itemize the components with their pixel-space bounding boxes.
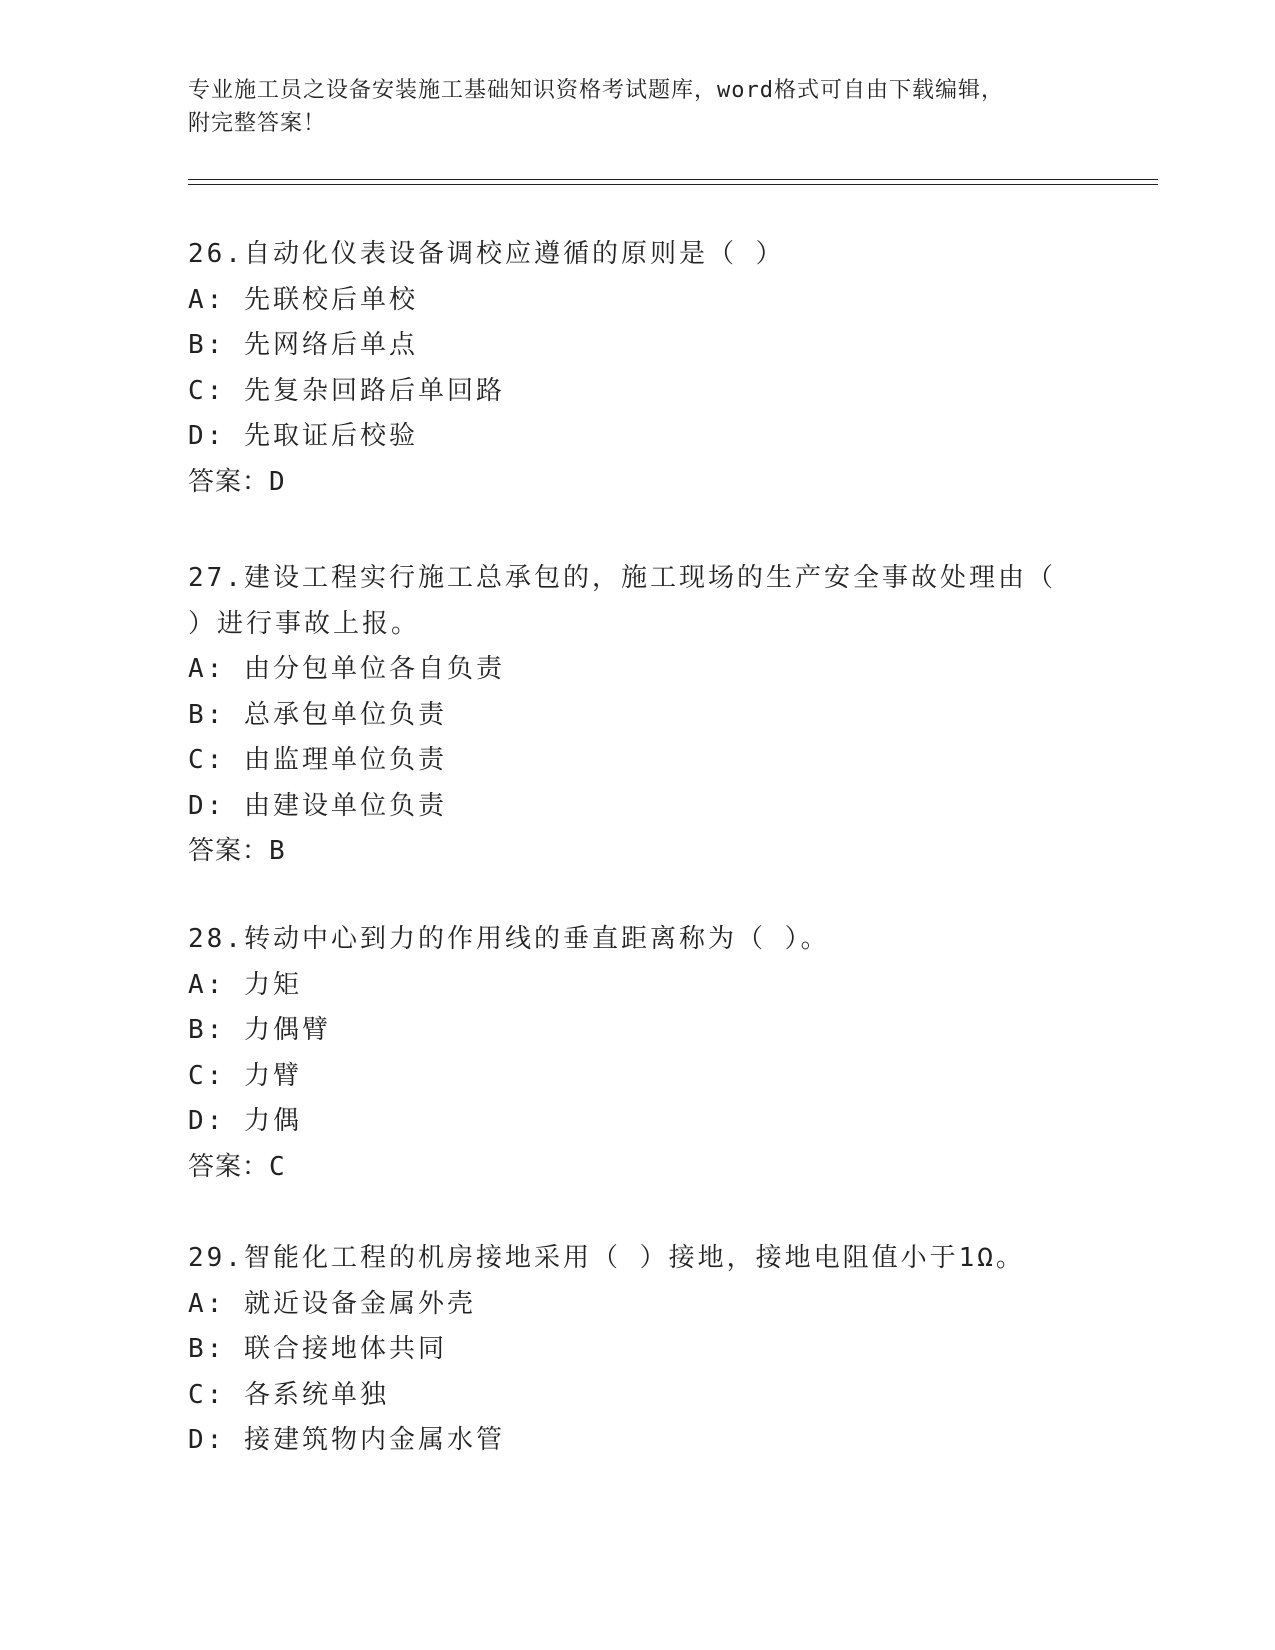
option-b: B: 力偶臂	[188, 1015, 331, 1045]
option-b: B: 总承包单位负责	[188, 699, 447, 730]
option-a: A: 先联校后单校	[188, 284, 418, 315]
option-c: C: 由监理单位负责	[188, 745, 447, 775]
option-c: C: 先复杂回路后单回路	[188, 375, 505, 406]
option-b: B: 先网络后单点	[188, 330, 418, 360]
header-divider-top	[188, 179, 1158, 180]
option-c: C: 力臂	[188, 1060, 302, 1091]
answer-label: 答案：B	[188, 836, 286, 866]
header-line-2: 附完整答案！	[188, 111, 327, 136]
option-b: B: 联合接地体共同	[188, 1334, 447, 1364]
option-d: D: 力偶	[188, 1106, 302, 1136]
question-26	[188, 232, 1088, 505]
header-line-1: 专业施工员之设备安装施工基础知识资格考试题库，word格式可自由下载编辑，	[188, 78, 1004, 103]
option-a: A: 就近设备金属外壳	[188, 1288, 476, 1319]
option-a: A: 力矩	[188, 969, 302, 1000]
document-header	[188, 74, 1088, 140]
answer-label: 答案：D	[188, 466, 286, 497]
question-text: 26.自动化仪表设备调校应遵循的原则是（ ）	[188, 239, 785, 269]
option-c: C: 各系统单独	[188, 1379, 389, 1410]
question-text-line-1: 27.建设工程实行施工总承包的，施工现场的生产安全事故处理由（	[188, 563, 1056, 593]
option-d: D: 接建筑物内金属水管	[188, 1425, 505, 1455]
question-29	[188, 1236, 1088, 1464]
option-a: A: 由分包单位各自负责	[188, 654, 505, 684]
question-text: 28.转动中心到力的作用线的垂直距离称为（ ）。	[188, 924, 830, 954]
option-d: D: 先取证后校验	[188, 421, 418, 451]
header-divider-bottom	[188, 184, 1158, 185]
question-text: 29.智能化工程的机房接地采用（ ）接地，接地电阻值小于1Ω。	[188, 1243, 1025, 1273]
question-28	[188, 917, 1088, 1190]
answer-label: 答案：C	[188, 1151, 286, 1182]
option-d: D: 由建设单位负责	[188, 790, 447, 821]
question-27	[188, 556, 1088, 875]
question-text-line-2: ）进行事故上报。	[188, 608, 421, 639]
